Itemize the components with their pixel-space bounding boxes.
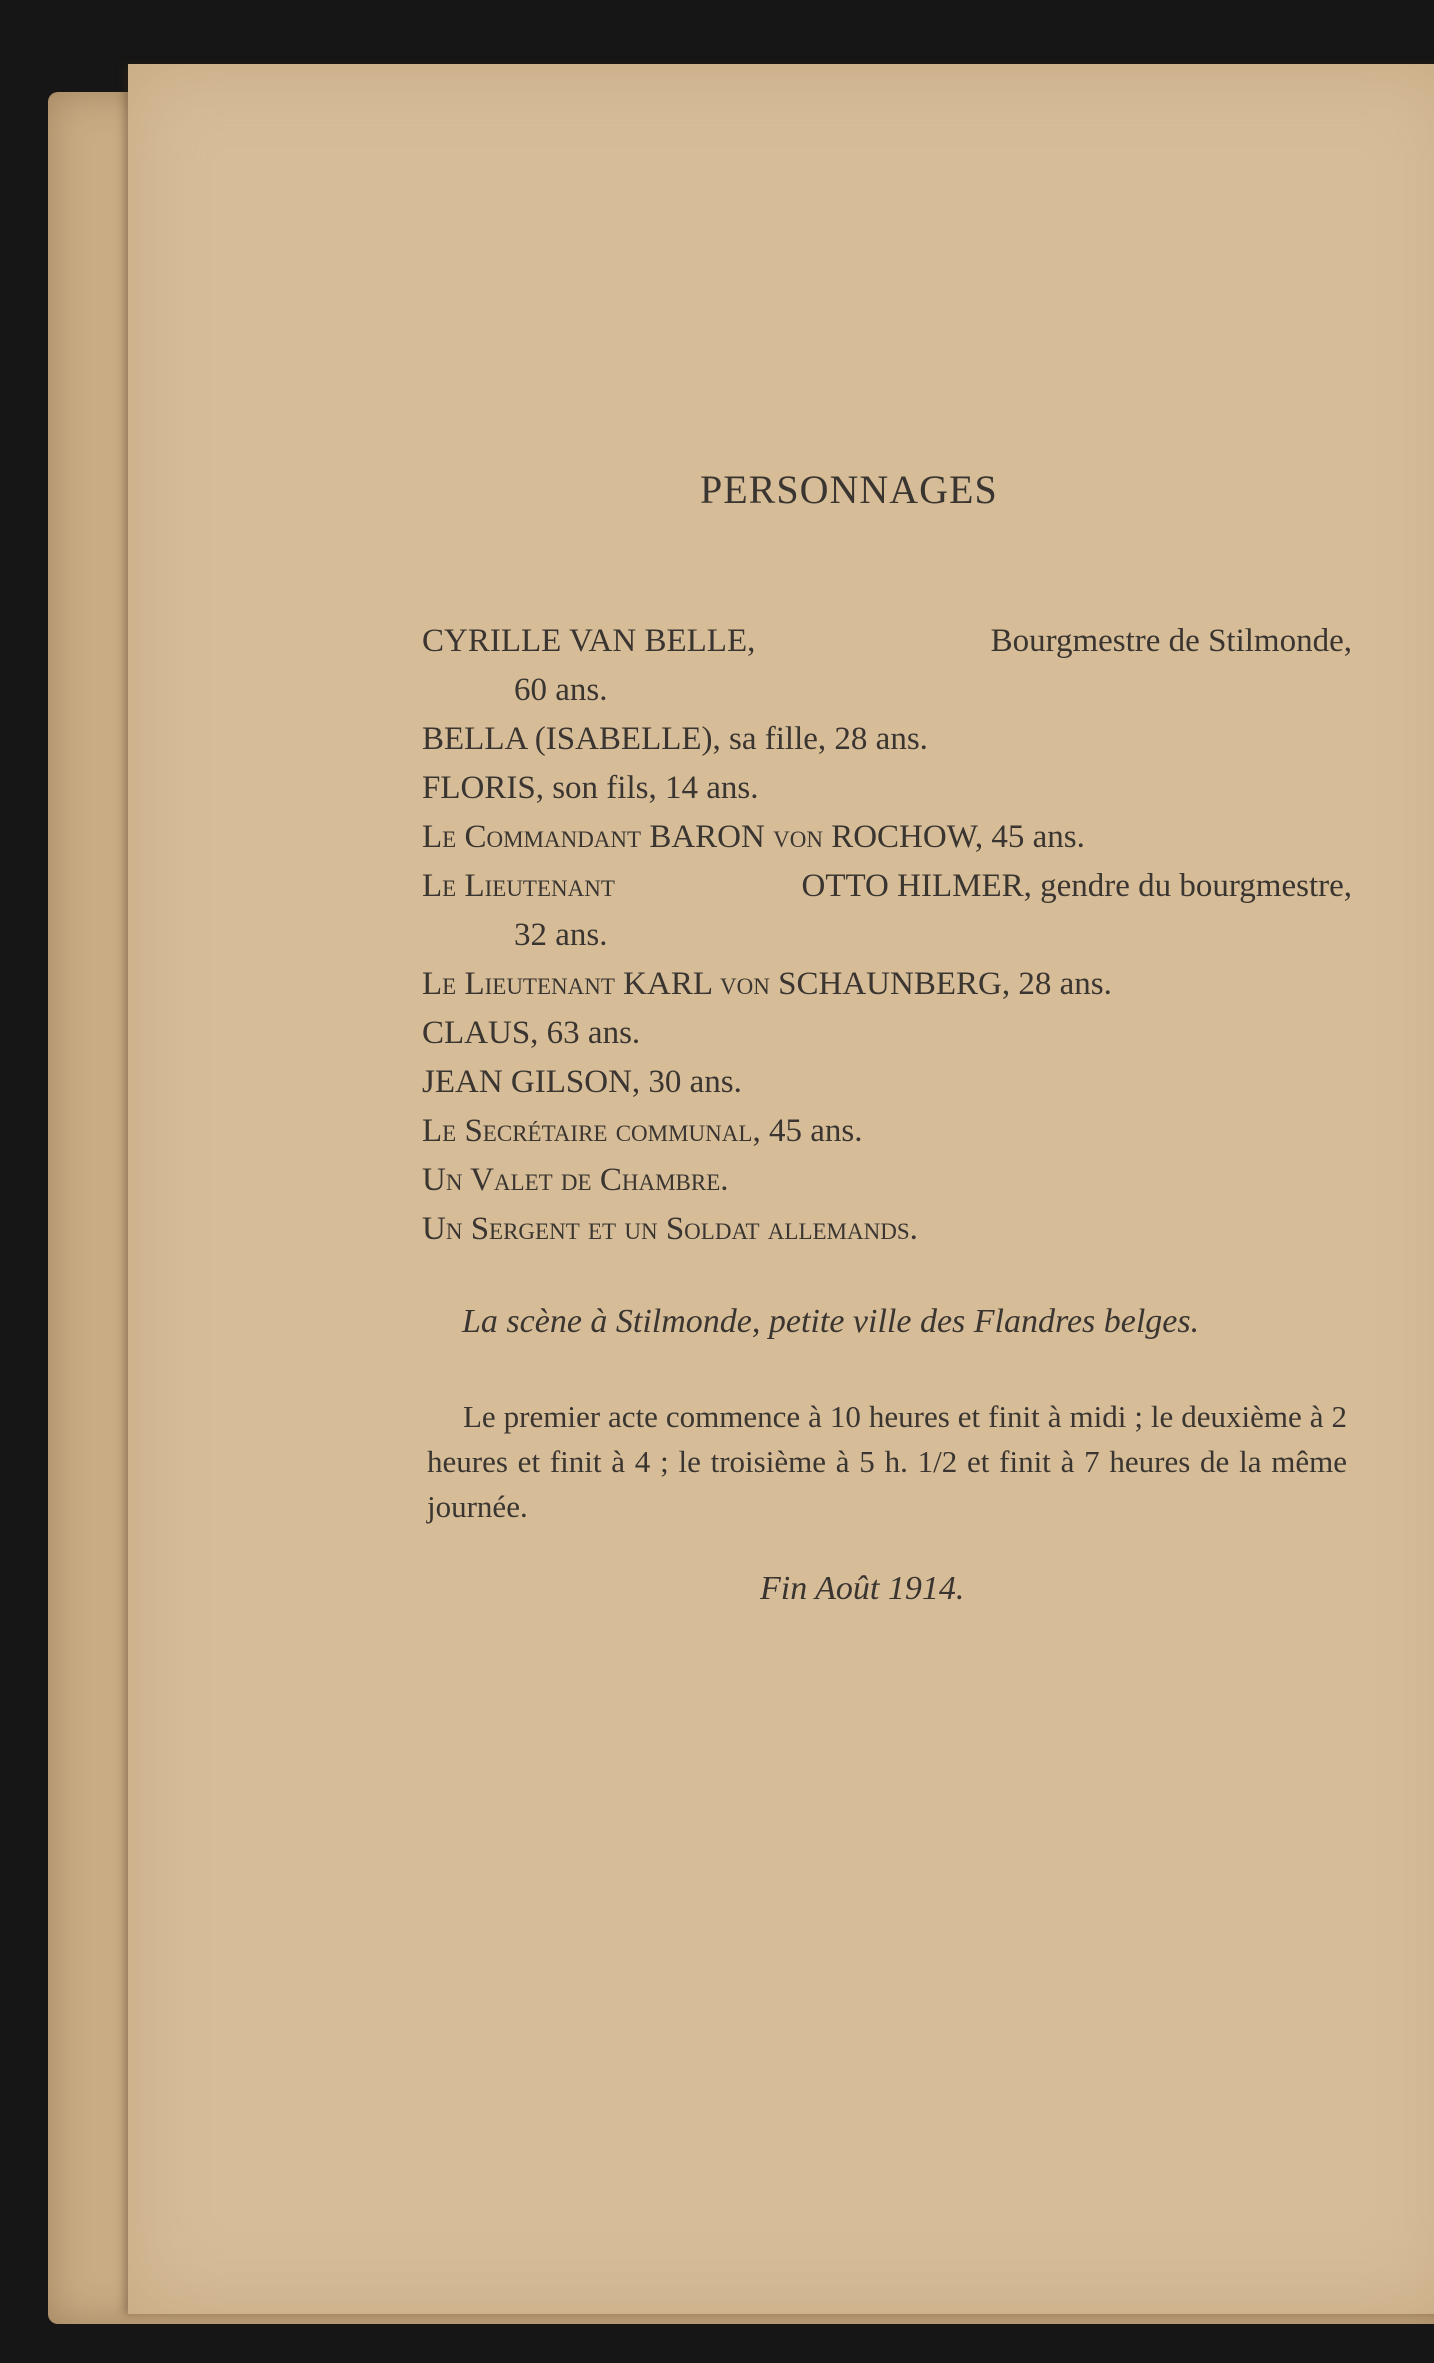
cast-item bbox=[422, 617, 1352, 666]
cast-name: KARL bbox=[623, 966, 712, 1002]
cast-item-continuation: 32 ans. bbox=[514, 917, 608, 953]
cast-rest: SCHAUNBERG, 28 ans. bbox=[778, 966, 1112, 1002]
cast-name: OTTO HILMER, gendre du bourgmestre, bbox=[801, 868, 1352, 904]
cast-item-continuation: 60 ans. bbox=[514, 672, 608, 708]
cast-item: Un Valet de Chambre. bbox=[422, 1162, 729, 1198]
cast-rank: Le Lieutenant bbox=[422, 868, 615, 904]
cast-item bbox=[422, 862, 1352, 911]
act-timing: Le premier acte commence à 10 heures et finit à midi ; le deuxième à 2 heures et finit à 4 ; le troisième à 5 h. 1/2 et finit à 7 heures de la même journée. bbox=[427, 1399, 1347, 1524]
cast-item: FLORIS, son fils, 14 ans. bbox=[422, 770, 759, 806]
scene-setting: La scène à Stilmonde, petite ville des Flandres belges. bbox=[462, 1303, 1200, 1340]
cast-particle: von bbox=[720, 966, 770, 1002]
cast-description: Bourgmestre de Stilmonde, bbox=[990, 623, 1352, 659]
cast-list bbox=[422, 617, 1352, 1254]
cast-rank: Le Secrétaire communal, bbox=[422, 1113, 761, 1149]
page-title: PERSONNAGES bbox=[700, 467, 998, 512]
cast-name: CYRILLE VAN BELLE, bbox=[422, 623, 756, 659]
cast-rest: 45 ans. bbox=[768, 1113, 863, 1149]
cast-name: BARON bbox=[649, 819, 765, 855]
cast-rest: ROCHOW, 45 ans. bbox=[831, 819, 1085, 855]
cast-item bbox=[422, 1107, 1352, 1156]
cast-item bbox=[422, 960, 1352, 1009]
cast-item: BELLA (ISABELLE), sa fille, 28 ans. bbox=[422, 721, 928, 757]
cast-rank: Le Lieutenant bbox=[422, 966, 615, 1002]
date-line: Fin Août 1914. bbox=[760, 1570, 965, 1607]
cast-item: Un Sergent et un Soldat allemands. bbox=[422, 1211, 918, 1247]
cast-item bbox=[422, 813, 1352, 862]
cast-rank: Le Commandant bbox=[422, 819, 642, 855]
cast-particle: von bbox=[773, 819, 823, 855]
cast-item: CLAUS, 63 ans. bbox=[422, 1015, 641, 1051]
cast-item: JEAN GILSON, 30 ans. bbox=[422, 1064, 742, 1100]
